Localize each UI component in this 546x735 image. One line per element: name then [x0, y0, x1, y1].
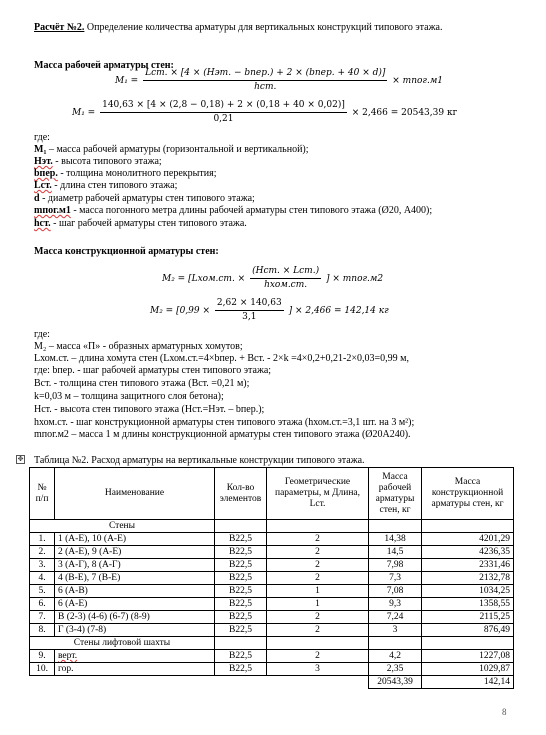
- cell: 6 (А-Е): [55, 598, 215, 611]
- definition-line: Lхом.ст. – длина хомута стен (Lхом.ст.=4×bпер. + Вст. - 2×k =4×0,2+0,21-2×0,03=0,99 м,: [34, 353, 409, 364]
- cell: 1227,08: [422, 650, 514, 663]
- table-row: [30, 533, 514, 546]
- cell: В22,5: [215, 663, 267, 676]
- table-row: [30, 598, 514, 611]
- cell: 6.: [30, 598, 55, 611]
- cell: 4236,35: [422, 546, 514, 559]
- header-cell: Масса конструкционной арматуры стен, кг: [422, 468, 514, 520]
- header-cell: Геометрические параметры, м Длина, Lст.: [267, 468, 369, 520]
- table-row: [30, 559, 514, 572]
- cell: 4201,29: [422, 533, 514, 546]
- cell: 3: [267, 663, 369, 676]
- cell: 2: [267, 611, 369, 624]
- table-row: [30, 650, 514, 663]
- cell: В22,5: [215, 559, 267, 572]
- cell: 7,24: [369, 611, 422, 624]
- cell: 1: [267, 598, 369, 611]
- cell: В22,5: [215, 598, 267, 611]
- cell: В22,5: [215, 572, 267, 585]
- cell: В22,5: [215, 585, 267, 598]
- cell: В22,5: [215, 624, 267, 637]
- definition-line: Вст. - толщина стен типового этажа (Вст. =0,21 м);: [34, 378, 250, 389]
- cell: В22,5: [215, 650, 267, 663]
- cell: верт.: [55, 650, 215, 663]
- calc-heading: [34, 22, 442, 33]
- definition-line: bпер. - толщина монолитного перекрытия;: [34, 168, 217, 179]
- cell: 4,2: [369, 650, 422, 663]
- cell: 1.: [30, 533, 55, 546]
- group-label: Стены лифтовой шахты: [30, 637, 215, 650]
- definition-line: mпог.м1 - масса погонного метра длины рабочей арматуры стен типового этажа (Ø20, А400);: [34, 205, 433, 216]
- calc-number: Расчёт №2.: [34, 22, 85, 33]
- cell: 9,3: [369, 598, 422, 611]
- cell: 2115,25: [422, 611, 514, 624]
- cell: гор.: [55, 663, 215, 676]
- move-handle-icon[interactable]: ✥: [17, 455, 24, 463]
- calc-title: Определение количества арматуры для вертикальных конструкций типового этажа.: [84, 22, 443, 33]
- cell: В (2-3) (4-6) (6-7) (8-9): [55, 611, 215, 624]
- where-label-1: где:: [34, 132, 50, 143]
- cell: 14,38: [369, 533, 422, 546]
- cell: 1358,55: [422, 598, 514, 611]
- cell: Г (3-4) (7-8): [55, 624, 215, 637]
- cell: 2: [267, 650, 369, 663]
- definition-line: k=0,03 м – толщина защитного слоя бетона);: [34, 391, 224, 402]
- cell: 4.: [30, 572, 55, 585]
- table-row: [30, 663, 514, 676]
- cell: 7,98: [369, 559, 422, 572]
- cell: 9.: [30, 650, 55, 663]
- cell: 8.: [30, 624, 55, 637]
- cell: В22,5: [215, 611, 267, 624]
- group-row: [30, 520, 514, 533]
- cell: 10.: [30, 663, 55, 676]
- cell: 2: [267, 572, 369, 585]
- definition-line: M₁ – масса рабочей арматуры (горизонтальной и вертикальной);: [34, 144, 309, 155]
- total-structural: 142,14: [422, 676, 514, 689]
- table-header-row: [30, 468, 514, 520]
- rebar-table: [29, 467, 514, 689]
- cell: 2132,78: [422, 572, 514, 585]
- cell: 2: [267, 546, 369, 559]
- cell: 2: [267, 559, 369, 572]
- definition-line: M₂ – масса «П» - образных арматурных хомутов;: [34, 341, 243, 352]
- cell: 3 (А-Г), 8 (А-Г): [55, 559, 215, 572]
- definition-line: где: bпер. - шаг рабочей арматуры стен типового этажа;: [34, 365, 272, 376]
- header-cell: Кол-во элементов: [215, 468, 267, 520]
- cell: 2: [267, 624, 369, 637]
- cell: 1 (А-Е), 10 (А-Е): [55, 533, 215, 546]
- formula-m2-numeric: M₂ = [0,99 × $\frac{2,62 \times 140,63}{3,1}$ ] × 2,466 = 142,14 кг: [150, 298, 389, 322]
- cell: 876,49: [422, 624, 514, 637]
- definition-line: Hст. - высота стен типового этажа (Hст.=Hэт. – bпер.);: [34, 404, 265, 415]
- section2-title: Масса конструкционной арматуры стен:: [34, 246, 219, 257]
- cell: 7,08: [369, 585, 422, 598]
- cell: 1034,25: [422, 585, 514, 598]
- table-row: [30, 546, 514, 559]
- definition-line: Lст. - длина стен типового этажа;: [34, 180, 178, 191]
- formula-m1-numeric: M₁ = $\frac{140,63 \times [4 \times (2,8 - 0,18) + 2 \times (0,18 + 40 \times 0,02)]}{0,21}$ × 2,466 = 20543,39 кг: [72, 100, 458, 124]
- cell: 1: [267, 585, 369, 598]
- section1-title: Масса рабочей арматуры стен:: [34, 60, 174, 71]
- table-row: [30, 611, 514, 624]
- header-cell: № п/п: [30, 468, 55, 520]
- formula-m2-general: M₂ = [Lхом.ст. × $\frac{\text{(Hст. × Lст.)}}{\text{hхом.ст.}}$ ] × mпог.м2: [162, 266, 384, 290]
- cell: 1029,87: [422, 663, 514, 676]
- where-label-2: где:: [34, 329, 50, 340]
- header-cell: Масса рабочей арматуры стен, кг: [369, 468, 422, 520]
- definition-line: hст. - шаг рабочей арматуры стен типового этажа.: [34, 218, 247, 229]
- cell: 3: [369, 624, 422, 637]
- definition-line: Hэт. - высота типового этажа;: [34, 156, 162, 167]
- formula-m1-general: M₁ = $\frac{\text{Lст. × [4 × (Hэт. − bпер.) + 2 × (bпер. + 40 × d)]}}{\text{hст.}}$ × mпог.м1: [115, 68, 444, 92]
- table-caption: Таблица №2. Расход арматуры на вертикальные конструкции типового этажа.: [34, 455, 365, 466]
- definition-line: hхом.ст. - шаг конструкционной арматуры стен типового этажа (hхом.ст.=3,1 шт. на 3 м²);: [34, 417, 415, 428]
- cell: 2.: [30, 546, 55, 559]
- definition-line: d - диаметр рабочей арматуры стен типового этажа;: [34, 193, 255, 204]
- cell: 2 (А-Е), 9 (А-Е): [55, 546, 215, 559]
- cell: 7.: [30, 611, 55, 624]
- cell: 2,35: [369, 663, 422, 676]
- cell: 6 (А-В): [55, 585, 215, 598]
- table-row: [30, 585, 514, 598]
- cell: 2331,46: [422, 559, 514, 572]
- total-working: 20543,39: [369, 676, 422, 689]
- page-number: 8: [502, 707, 507, 717]
- totals-row: [30, 676, 514, 689]
- cell: В22,5: [215, 546, 267, 559]
- cell: 14,5: [369, 546, 422, 559]
- cell: 7,3: [369, 572, 422, 585]
- definition-line: mпог.м2 – масса 1 м длины конструкционной арматуры стен типового этажа (Ø20А240).: [34, 429, 411, 440]
- cell: 5.: [30, 585, 55, 598]
- group-label: Стены: [30, 520, 215, 533]
- cell: 3.: [30, 559, 55, 572]
- header-cell: Наименование: [55, 468, 215, 520]
- cell: В22,5: [215, 533, 267, 546]
- table-row: [30, 624, 514, 637]
- group-row: [30, 637, 514, 650]
- table-row: [30, 572, 514, 585]
- cell: 2: [267, 533, 369, 546]
- cell: 4 (В-Е), 7 (В-Е): [55, 572, 215, 585]
